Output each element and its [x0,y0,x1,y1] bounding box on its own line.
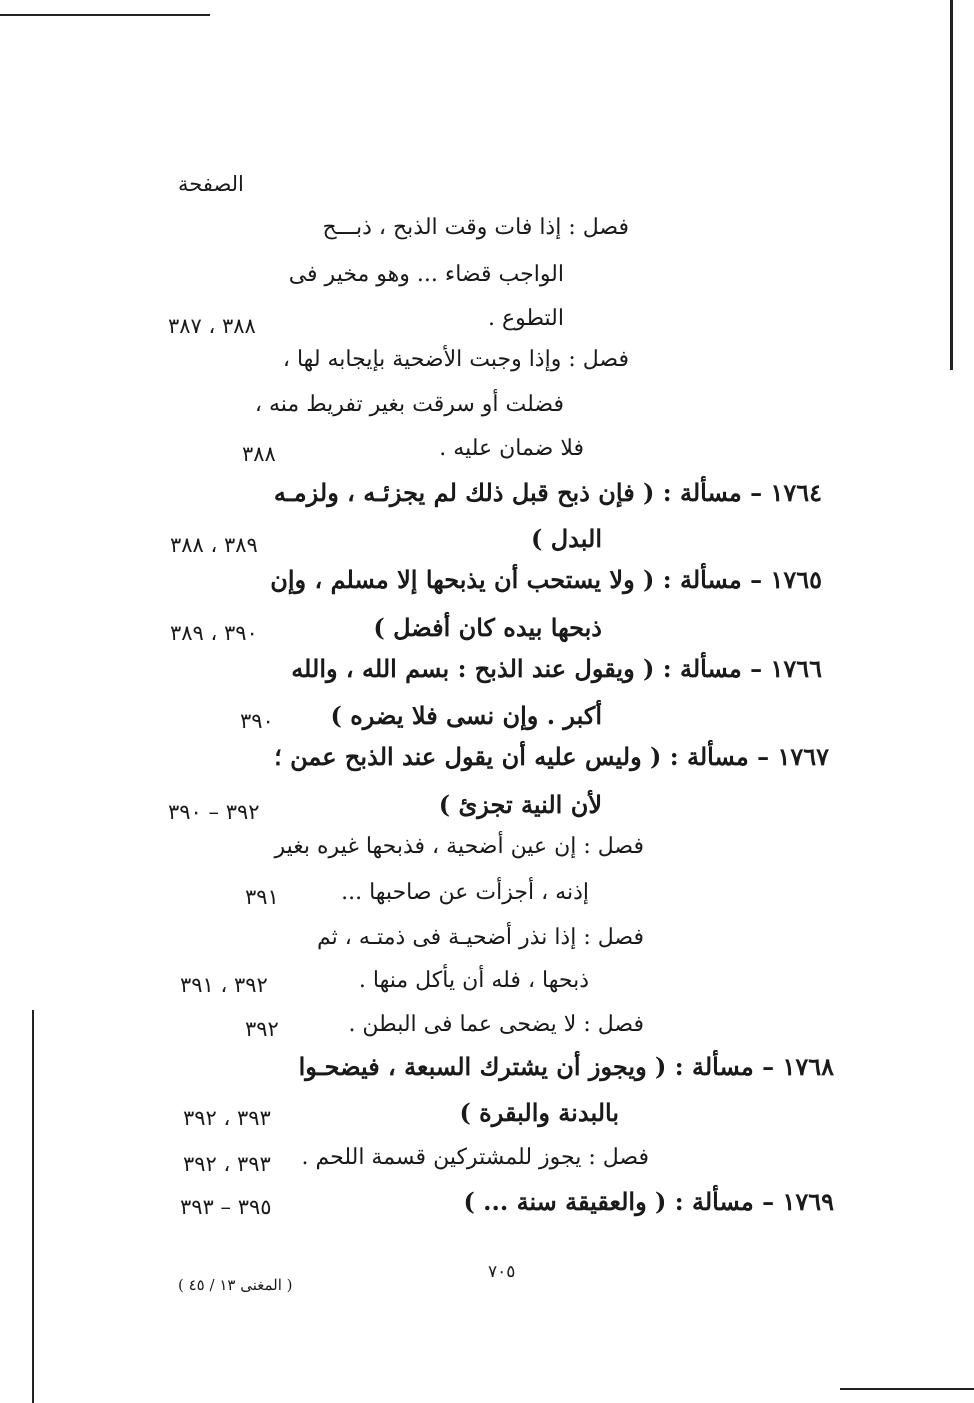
page-ref: ٣٩٣ ، ٣٩٢ [183,1106,271,1130]
entry-line: ١٧٦٨ – مسألة : ( ويجوز أن يشترك السبعة ، فيضحـوا [298,1052,834,1081]
right-edge-line [950,0,953,370]
left-edge-line [32,1010,34,1403]
entry-line: فلا ضمان عليه . [439,436,584,461]
page-ref: ٣٩٢ [245,1017,279,1041]
entry-line: فضلت أو سرقت بغير تفريط منه ، [254,392,564,417]
entry-line: ذبحها ، فله أن يأكل منها . [358,968,589,993]
entry-line: بالبدنة والبقرة ) [459,1098,619,1127]
entry-line: ١٧٦٥ – مسألة : ( ولا يستحب أن يذبحها إلا مسلم ، وإن [270,565,822,594]
page-ref: ٣٩٠ [240,709,274,733]
page-ref: ٣٨٨ [242,442,276,466]
entry-line: فصل : إذا نذر أضحيـة فى ذمتـه ، ثم [317,925,644,950]
page-column-label: الصفحة [178,172,244,196]
entry-line: إذنه ، أجزأت عن صاحبها ... [341,880,589,905]
entry-line: فصل : لا يضحى عما فى البطن . [348,1012,644,1037]
page-ref: ٣٩٠ ، ٣٨٩ [170,621,258,645]
entry-line: ١٧٦٦ – مسألة : ( ويقول عند الذبح : بسم الله ، والله [291,654,822,683]
entry-line: التطوع . [488,306,564,331]
page-ref: ٣٨٩ ، ٣٨٨ [170,533,258,557]
volume-signature: ( المغنى ١٣ / ٤٥ ) [178,1276,293,1294]
entry-line: ١٧٦٩ – مسألة : ( والعقيقة سنة ... ) [463,1187,834,1216]
entry-line: أكبر . وإن نسى فلا يضره ) [330,701,602,730]
page-ref: ٣٩٥ – ٣٩٣ [180,1195,272,1219]
entry-line: لأن النية تجزئ ) [438,790,602,819]
top-edge-line [0,14,210,16]
entry-line: فصل : إن عين أضحية ، فذبحها غيره بغير [274,834,644,859]
page-ref: ٣٩١ [245,885,279,909]
entry-line: ١٧٦٧ – مسألة : ( وليس عليه أن يقول عند الذبح عمن ؛ [274,742,829,771]
entry-line: فصل : إذا فات وقت الذبح ، ذبـــح [322,215,629,240]
entry-line: الواجب قضاء ... وهو مخير فى [288,262,564,287]
bottom-edge-line [840,1388,974,1390]
page-ref: ٣٩٢ – ٣٩٠ [168,800,260,824]
page-ref: ٣٩٣ ، ٣٩٢ [183,1152,271,1176]
entry-line: ١٧٦٤ – مسألة : ( فإن ذبح قبل ذلك لم يجزئـه ، ولزمـه [273,478,822,507]
entry-line: البدل ) [531,524,602,553]
entry-line: فصل : وإذا وجبت الأضحية بإيجابه لها ، [282,347,629,372]
page-ref: ٣٨٨ ، ٣٨٧ [168,314,256,338]
page-number: ٧٠٥ [488,1262,516,1282]
entry-line: ذبحها بيده كان أفضل ) [373,613,602,642]
page-ref: ٣٩٢ ، ٣٩١ [180,973,268,997]
entry-line: فصل : يجوز للمشتركين قسمة اللحم . [301,1145,649,1170]
